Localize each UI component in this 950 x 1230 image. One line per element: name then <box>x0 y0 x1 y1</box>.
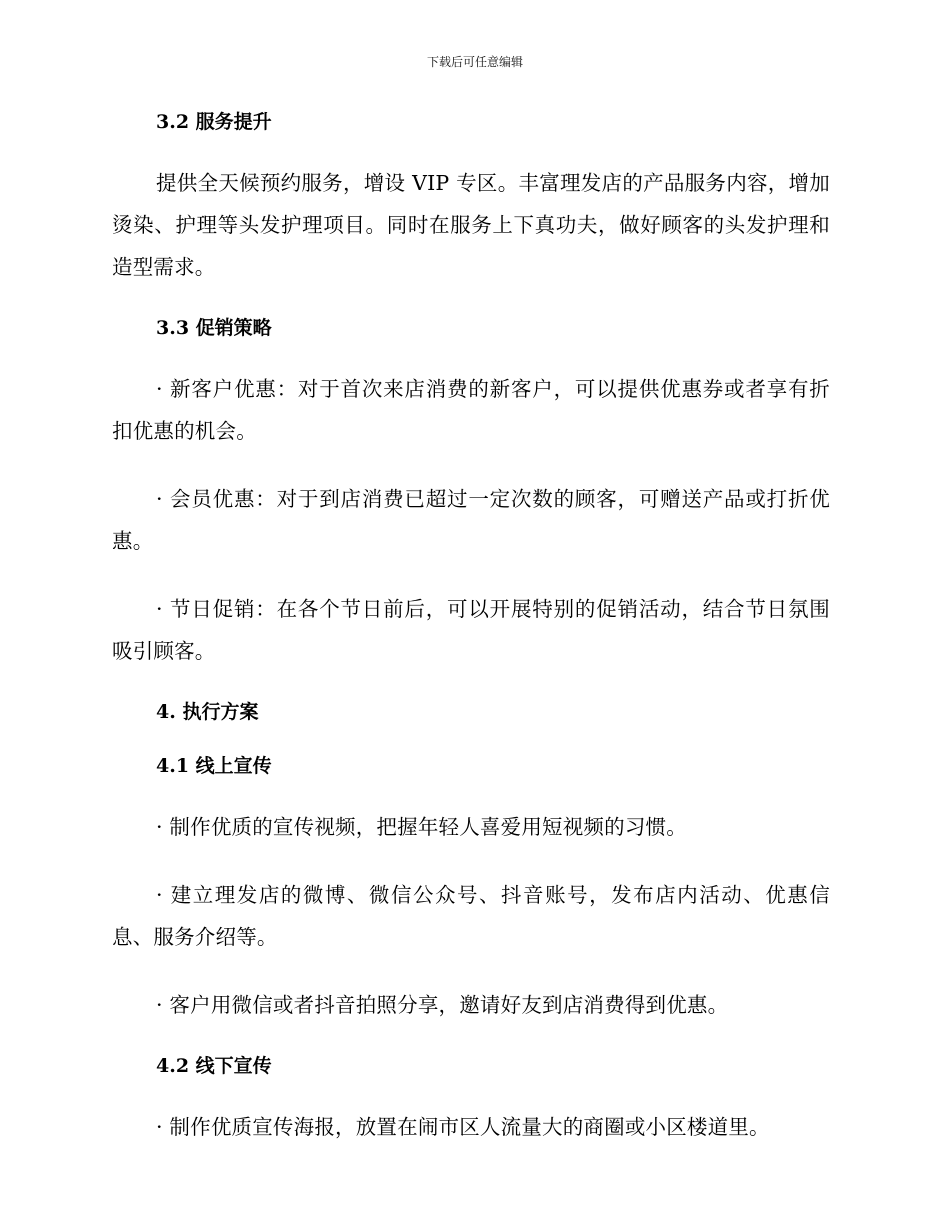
promo-item-member: · 会员优惠：对于到店消费已超过一定次数的顾客，可赠送产品或打折优惠。 <box>112 487 830 553</box>
section-3-2-heading: 3.2 服务提升 <box>156 111 272 133</box>
document-body <box>112 108 830 1174</box>
section-4-heading: 4. 执行方案 <box>156 701 259 723</box>
section-3-3-heading: 3.3 促销策略 <box>156 317 272 339</box>
section-4-1-heading: 4.1 线上宣传 <box>156 755 272 777</box>
promo-item-new-customer: · 新客户优惠：对于首次来店消费的新客户，可以提供优惠券或者享有折扣优惠的机会。 <box>112 377 830 443</box>
online-item-accounts: · 建立理发店的微博、微信公众号、抖音账号，发布店内活动、优惠信息、服务介绍等。 <box>112 883 830 949</box>
offline-item-poster: · 制作优质宣传海报，放置在闹市区人流量大的商圈或小区楼道里。 <box>156 1115 770 1139</box>
section-3-2-paragraph: 提供全天候预约服务，增设 VIP 专区。丰富理发店的产品服务内容，增加烫染、护理等头发护理项目。同时在服务上下真功夫，做好顾客的头发护理和造型需求。 <box>112 171 830 279</box>
online-item-share: · 客户用微信或者抖音拍照分享，邀请好友到店消费得到优惠。 <box>156 993 729 1017</box>
section-4-2-heading: 4.2 线下宣传 <box>156 1055 272 1077</box>
online-item-video: · 制作优质的宣传视频，把握年轻人喜爱用短视频的习惯。 <box>156 815 687 839</box>
promo-item-holiday: · 节日促销：在各个节日前后，可以开展特别的促销活动，结合节日氛围吸引顾客。 <box>112 597 830 663</box>
header-note: 下载后可任意编辑 <box>426 55 523 69</box>
